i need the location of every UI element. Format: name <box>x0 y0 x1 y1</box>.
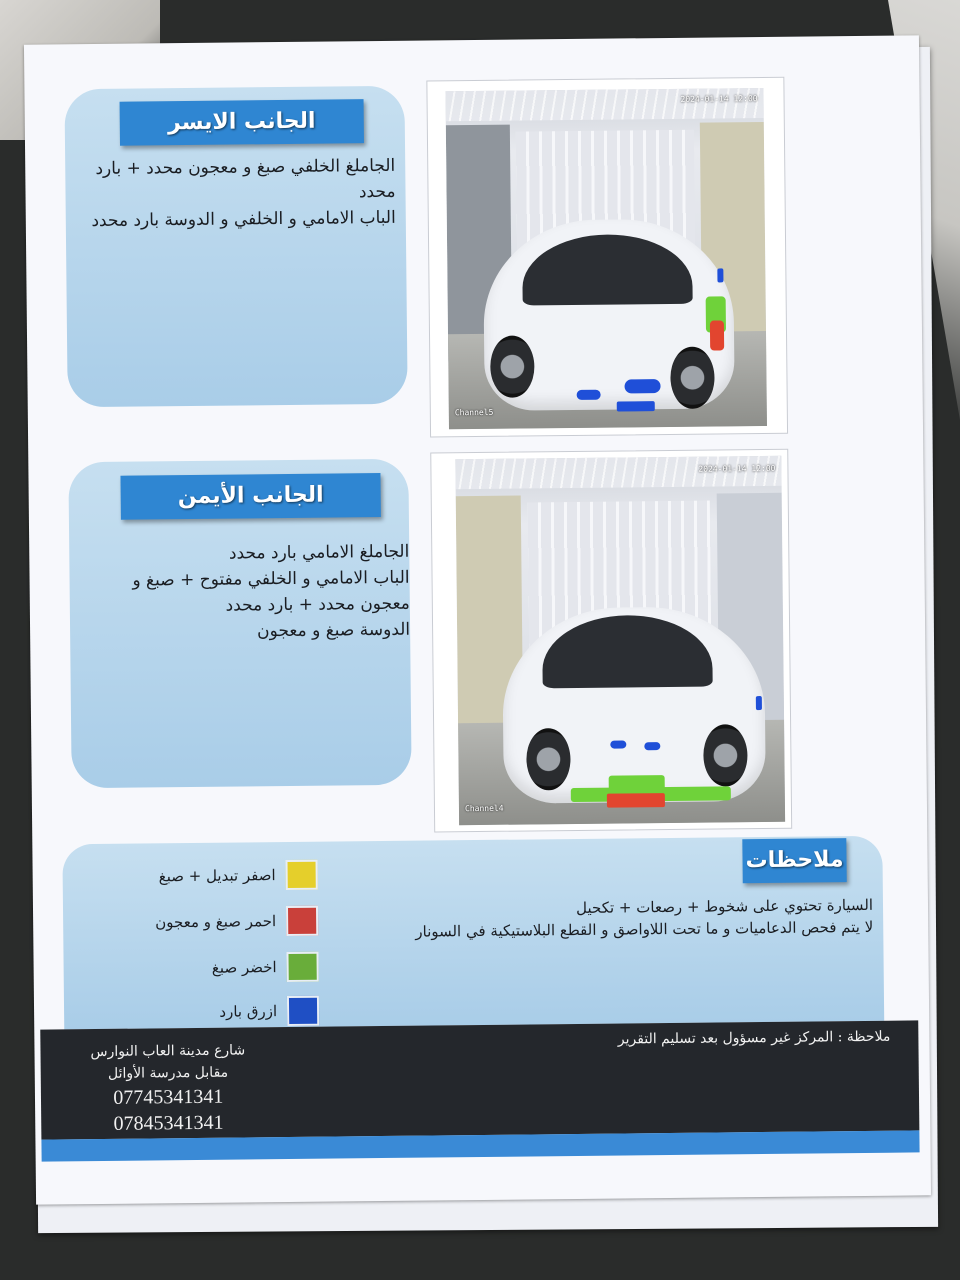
phone-number: 07745341341 <box>113 1085 224 1109</box>
swatch-blue <box>287 996 319 1026</box>
legend-label: اصفر تبديل + صبغ <box>158 866 276 886</box>
note-line: لا يتم فحص الدعاميات و ما تحت اللاواصق و القطع البلاستيكية في السونار <box>415 917 874 941</box>
right-side-photo-frame <box>430 449 792 833</box>
camera-timestamp: 2024-01-14 12:00 <box>680 94 758 104</box>
garage-ceiling <box>445 88 763 121</box>
legend-label: احمر صبغ و معجون <box>155 912 277 932</box>
left-side-photo-frame <box>426 77 788 438</box>
right-side-car-photo <box>455 456 785 825</box>
description-line: الدوسة صبغ و معجون <box>257 619 411 642</box>
description-line: الجاملغ الخلفي صبغ و معجون محدد + بارد <box>95 155 396 179</box>
description-line: معجون محدد + بارد محدد <box>225 593 410 616</box>
footer-disclaimer: ملاحظة : المركز غير مسؤول بعد تسليم التقرير <box>617 1028 891 1048</box>
damage-mark-blue <box>577 390 601 400</box>
description-line: الباب الامامي و الخلفي مفتوح + صبغ و <box>132 567 410 591</box>
inspection-report-page <box>24 35 931 1204</box>
damage-mark-blue <box>717 268 723 282</box>
notes-title: ملاحظات <box>742 838 846 883</box>
car-wheel <box>526 728 571 790</box>
footer <box>40 1020 919 1139</box>
camera-timestamp: 2024-01-14 12:00 <box>698 463 776 474</box>
left-side-car-photo <box>445 88 767 429</box>
address-line: مقابل مدرسة الأوائل <box>107 1064 229 1082</box>
description-line: محدد <box>358 181 396 203</box>
car-wheel <box>490 335 535 397</box>
footer-contact <box>90 1039 246 1137</box>
swatch-red <box>286 906 318 936</box>
damage-mark-blue <box>644 742 660 750</box>
damage-mark-blue <box>610 740 626 748</box>
damage-mark-red <box>607 793 665 808</box>
damage-mark-blue <box>617 401 655 411</box>
legend-item-blue <box>219 996 319 1027</box>
legend-item-red <box>155 906 318 938</box>
damage-mark-red <box>710 320 724 350</box>
car-wheel <box>670 347 715 409</box>
damage-mark-green <box>609 775 665 792</box>
legend-label: اخضر صبغ <box>211 958 277 977</box>
left-side-title: الجانب الايسر <box>120 99 364 146</box>
camera-channel-label: Channel4 <box>464 803 504 814</box>
address-line: شارع مدينة العاب النوارس <box>90 1042 246 1061</box>
right-side-description <box>79 539 410 646</box>
note-line: السيارة تحتوي على شخوط + رصعات + تكحيل <box>575 895 874 917</box>
legend-item-yellow <box>159 860 318 892</box>
right-side-title: الجانب الأيمن <box>120 473 380 520</box>
damage-mark-blue <box>624 379 660 393</box>
description-line: الباب الامامي و الخلفي و الدوسة بارد محدد <box>91 207 396 232</box>
swatch-yellow <box>286 860 318 890</box>
left-side-description <box>75 153 396 234</box>
notes-text <box>373 894 873 943</box>
phone-number: 07845341341 <box>113 1111 224 1135</box>
camera-channel-label: Channel5 <box>454 407 494 418</box>
car-wheel <box>703 724 748 786</box>
swatch-green <box>286 952 318 982</box>
damage-mark-blue <box>756 696 762 710</box>
legend-item-green <box>212 952 319 983</box>
description-line: الجاملغ الامامي بارد محدد <box>228 541 410 564</box>
legend-label: ازرق بارد <box>219 1002 278 1021</box>
